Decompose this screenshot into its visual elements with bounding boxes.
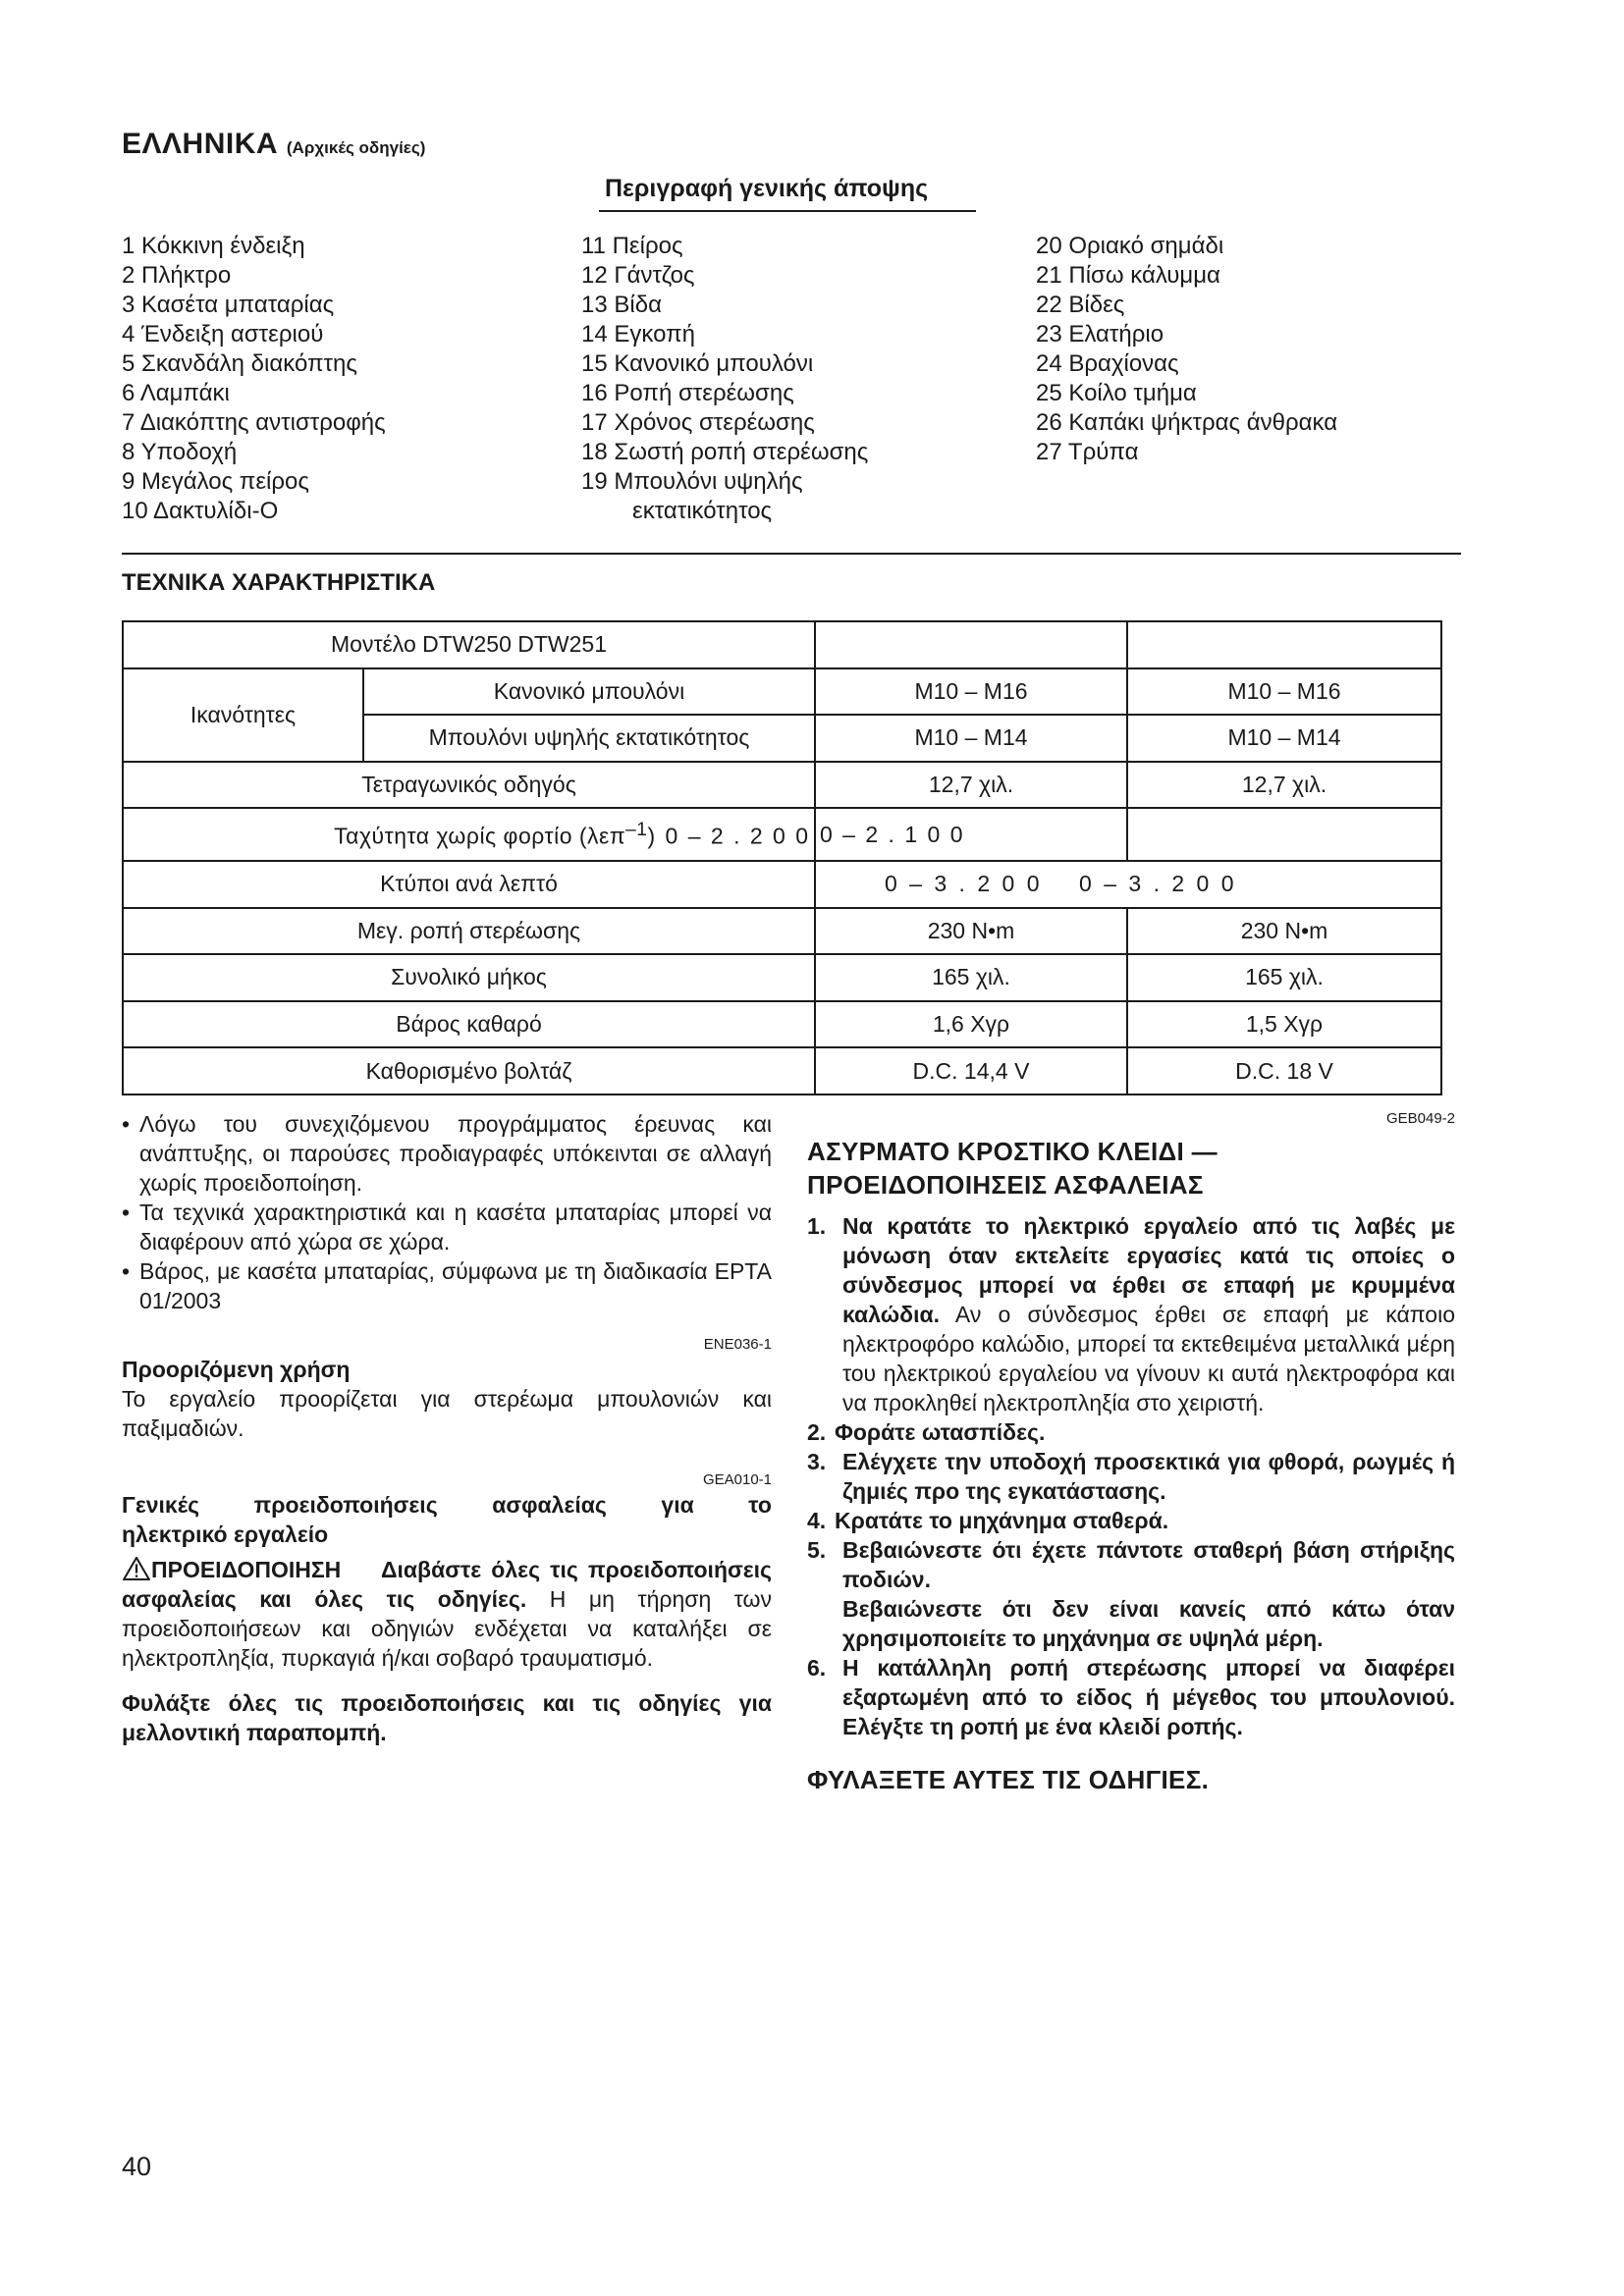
warning-word: ΠΡΟΕΙΔΟΠΟΙΗΣΗ [151,1557,342,1582]
item-number: 3. [807,1449,827,1474]
table-row [123,861,1441,908]
warning-text: Η μη τήρηση των προειδοποιήσεων και οδηγιών ενδέχεται να καταλήξει σε ηλεκτροπληξία, πυρκαγιά ή/και σοβαρό τραυματισμό. [122,1586,772,1671]
table-row [123,954,1441,1001]
weight-value-a: 1,6 Χγρ [815,1001,1127,1048]
spec-notes [122,1109,772,1315]
impacts-label: Κτύποι ανά λεπτό [123,861,815,908]
item-bold: Η κατάλληλη ροπή στερέωσης μπορεί να διαφέρει εξαρτωμένη από το είδος ή μέγεθος του μπουλονιού. Ελέγξτε τη ροπή με ένα κλειδί ροπής. [842,1655,1455,1739]
cordless-safety-title-1: ΑΣΥΡΜΑΤΟ ΚΡΟΣΤΙΚΟ ΚΛΕΙΔΙ — [807,1137,1218,1166]
parts-list-item: 11 Πείρος [581,233,683,259]
item-bold: Βεβαιώνεστε ότι δεν είναι κανείς από κάτω όταν χρησιμοποιείτε το μηχάνημα σε υψηλά μέρη. [842,1596,1455,1651]
table-row [123,808,1441,861]
general-safety-title-word: το [748,1492,772,1518]
list-item [807,1653,1455,1741]
parts-list-item: 25 Κοίλο τμήμα [1036,380,1197,406]
parts-list-item: 24 Βραχίονας [1036,350,1179,377]
parts-list-item: 12 Γάντζος [581,262,695,289]
item-number: 6. [807,1655,827,1681]
parts-list-item: 20 Οριακό σημάδι [1036,233,1224,259]
cordless-safety-list [807,1211,1455,1741]
normal-bolt-value-a: M10 – M16 [815,668,1127,716]
parts-list-item: 3 Κασέτα μπαταρίας [122,292,335,318]
item-number: 5. [807,1537,827,1563]
parts-list-item: 19 Μπουλόνι υψηλής [581,468,803,495]
parts-list-item: 22 Βίδες [1036,292,1125,318]
normal-bolt-value-b: M10 – M16 [1127,668,1441,716]
item-bold: Κρατάτε το μηχάνημα σταθερά. [835,1508,1169,1533]
general-safety-title-word: ασφαλείας [492,1492,607,1518]
normal-bolt-label: Κανονικό μπουλόνι [363,668,815,716]
parts-list-item: 9 Μεγάλος πείρος [122,468,309,495]
high-bolt-value-b: M10 – M14 [1127,715,1441,762]
parts-list-item: 15 Κανονικό μπουλόνι [581,350,814,377]
voltage-value-b: D.C. 18 V [1127,1047,1441,1095]
table-row [123,908,1441,955]
parts-list-item: 14 Εγκοπή [581,321,695,347]
specs-title: ΤΕΧΝΙΚΑ ΧΑΡΑΚΤΗΡΙΣΤΙΚΑ [122,569,436,596]
no-load-speed-sup: –1 [625,819,648,840]
length-value-b: 165 χιλ. [1127,954,1441,1001]
parts-list-item: 21 Πίσω κάλυμμα [1036,262,1220,289]
item-bold: Φοράτε ωτασπίδες. [835,1419,1046,1445]
spec-note: • Λόγω του συνεχιζόμενου προγράμματος έρευνας και ανάπτυξης, οι παρούσες προδιαγραφές υπόκεινται σε αλλαγή χωρίς προειδοποίηση. [122,1109,772,1198]
voltage-value-a: D.C. 14,4 V [815,1047,1127,1095]
language-subtitle: (Αρχικές οδηγίες) [286,138,426,157]
right-column [807,1109,1455,1795]
list-item [807,1417,1455,1447]
general-safety-title-line2: ηλεκτρικό εργαλείο [122,1522,329,1547]
weight-label: Βάρος καθαρό [123,1001,815,1048]
parts-list-item: 7 Διακόπτης αντιστροφής [122,409,386,436]
item-bold: Να κρατάτε το ηλεκτρικό εργαλείο από τις λαβές με μόνωση όταν εκτελείτε εργασίες κατά τις οποίες ο σύνδεσμος μπορεί να έρθει σε επαφή με κρυμμένα καλώδια. [842,1213,1455,1327]
table-row [123,621,1441,668]
item-bold: Βεβαιώνεστε ότι έχετε πάντοτε σταθερή βάση στήριξης ποδιών. [842,1537,1455,1592]
warning-triangle-icon [122,1557,151,1580]
no-load-speed-value-a: ) 0 – 2 . 2 0 0 [647,823,810,849]
table-row [123,1001,1441,1048]
parts-list-item: 26 Καπάκι ψήκτρας άνθρακα [1036,409,1338,436]
page-number: 40 [122,2152,152,2181]
weight-value-b: 1,5 Χγρ [1127,1001,1441,1048]
high-bolt-label: Μπουλόνι υψηλής εκτατικότητος [363,715,815,762]
keep-instructions: Φυλάξτε όλες τις προειδοποιήσεις και τις οδηγίες για μελλοντική παραπομπή. [122,1690,772,1745]
overview-title: Περιγραφή γενικής άποψης [605,175,929,202]
table-row [123,762,1441,809]
save-instructions: ΦΥΛΑΞΕΤΕ ΑΥΤΕΣ ΤΙΣ ΟΔΗΓΙΕΣ. [807,1765,1210,1794]
intended-use-code: ENE036-1 [703,1336,772,1353]
no-load-speed-label: Ταχύτητα χωρίς φορτίο (λεπ [334,823,626,849]
parts-list-item: 23 Ελατήριο [1036,321,1164,347]
square-drive-value-b: 12,7 χιλ. [1127,762,1441,809]
list-item [807,1447,1455,1506]
high-bolt-value-a: M10 – M14 [815,715,1127,762]
language-heading [122,128,425,161]
parts-list-item: 4 Ένδειξη αστεριού [122,321,324,347]
cordless-safety-title-2: ΠΡΟΕΙΔΟΠΟΙΗΣΕΙΣ ΑΣΦΑΛΕΙΑΣ [807,1170,1204,1200]
item-number: 1. [807,1213,827,1239]
language-title: ΕΛΛΗΝΙΚΑ [122,128,279,160]
cordless-safety-code: GEB049-2 [1385,1110,1455,1127]
table-row [123,668,1441,716]
section-divider [122,553,1461,555]
list-item [807,1535,1455,1594]
parts-list-item: 2 Πλήκτρο [122,262,232,289]
intended-use-text: Το εργαλείο προορίζεται για στερέωμα μπουλονιών και παξιμαδιών. [122,1386,772,1441]
list-item [807,1594,1455,1653]
table-row [123,1047,1441,1095]
general-safety-title-word: για [661,1492,694,1518]
general-safety-title [122,1490,772,1520]
warning-bold-text: Διαβάστε όλες τις προειδοποιήσεις ασφαλείας και όλες τις οδηγίες. [122,1557,772,1612]
torque-value-a: 230 N•m [815,908,1127,955]
parts-list-item: 6 Λαμπάκι [122,380,230,406]
list-item [807,1211,1455,1417]
table-cell [1127,808,1441,861]
model-label: Μοντέλο DTW250 DTW251 [123,621,815,668]
item-number: 4. [807,1508,827,1533]
parts-list-col3 [1036,232,1337,467]
no-load-speed-value-b: 0 – 2 . 1 0 0 [815,808,1127,861]
parts-list-col1 [122,232,386,526]
general-safety-warning [122,1555,772,1673]
parts-list-item-continuation: εκτατικότητος [632,498,773,524]
parts-list-item: 8 Υποδοχή [122,439,238,465]
parts-list-item: 1 Κόκκινη ένδειξη [122,233,305,259]
general-safety-title-word: προειδοποιήσεις [253,1492,438,1518]
table-cell [1127,621,1441,668]
voltage-label: Καθορισμένο βολτάζ [123,1047,815,1095]
item-number: 2. [807,1419,827,1445]
spec-note: • Βάρος, με κασέτα μπαταρίας, σύμφωνα με τη διαδικασία EPTA 01/2003 [122,1256,772,1315]
general-safety-title-word: Γενικές [122,1492,200,1518]
parts-list-item: 16 Ροπή στερέωσης [581,380,794,406]
parts-list-item: 10 Δακτυλίδι-Ο [122,498,279,524]
parts-list-item: 13 Βίδα [581,292,662,318]
parts-list-item: 27 Τρύπα [1036,439,1139,465]
length-label: Συνολικό μήκος [123,954,815,1001]
parts-list-item: 17 Χρόνος στερέωσης [581,409,815,436]
no-load-speed-cell [123,808,815,861]
capacity-label: Ικανότητες [123,668,363,762]
torque-value-b: 230 N•m [1127,908,1441,955]
length-value-a: 165 χιλ. [815,954,1127,1001]
parts-list-col2 [581,232,868,526]
parts-list-item: 5 Σκανδάλη διακόπτης [122,350,357,377]
specs-table [122,620,1442,1095]
item-bold: Ελέγχετε την υποδοχή προσεκτικά για φθορά, ρωγμές ή ζημιές προ της εγκατάστασης. [842,1449,1455,1504]
left-column [122,1109,772,1747]
item-text: Αν ο σύνδεσμος έρθει σε επαφή με κάποιο ηλεκτροφόρο καλώδιο, μπορεί τα εκτεθειμένα μεταλλικά μέρη του ηλεκτρικού εργαλείου να γίνουν κι αυτά ηλεκτροφόρα και να προκληθεί ηλεκτροπληξία στο χειριστή. [842,1302,1455,1415]
square-drive-label: Τετραγωνικός οδηγός [123,762,815,809]
intended-use-title: Προοριζόμενη χρήση [122,1357,351,1382]
table-cell [815,621,1127,668]
spec-note: • Τα τεχνικά χαρακτηριστικά και η κασέτα μπαταρίας μπορεί να διαφέρουν από χώρα σε χώρα. [122,1198,772,1256]
overview-underline [599,210,976,212]
parts-list-item: 18 Σωστή ροπή στερέωσης [581,439,869,465]
torque-label: Μεγ. ροπή στερέωσης [123,908,815,955]
square-drive-value-a: 12,7 χιλ. [815,762,1127,809]
general-safety-code: GEA010-1 [702,1471,772,1488]
list-item [807,1506,1455,1535]
impacts-value: 0 – 3 . 2 0 0 0 – 3 . 2 0 0 [815,861,1441,908]
